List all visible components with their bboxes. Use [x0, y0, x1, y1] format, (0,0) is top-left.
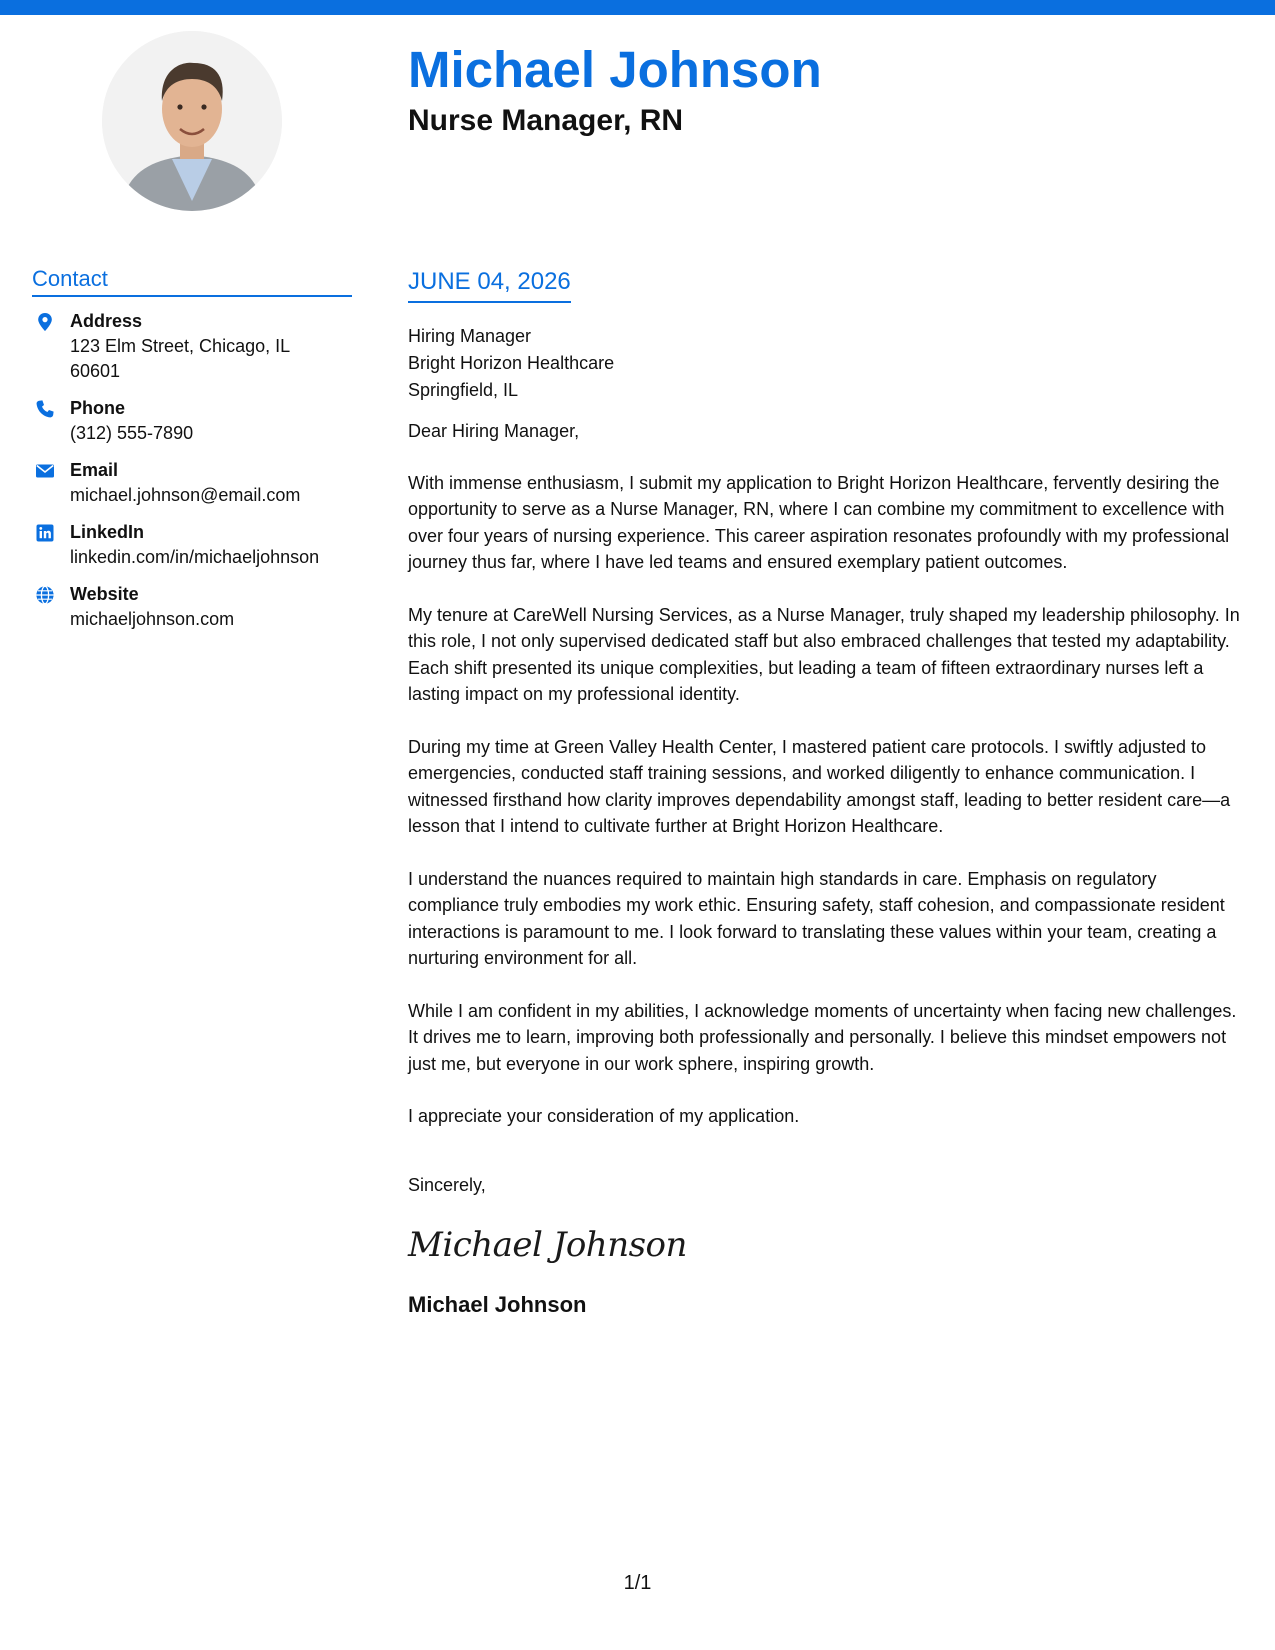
phone-icon — [35, 399, 55, 419]
closing: Sincerely, — [408, 1174, 486, 1195]
map-pin-icon — [35, 312, 55, 332]
contact-item-linkedin — [32, 520, 352, 570]
recipient-line: Hiring Manager — [408, 325, 532, 346]
top-accent-bar — [0, 0, 1275, 15]
contact-sidebar — [32, 266, 352, 644]
letter-paragraph: While I am confident in my abilities, I acknowledge moments of uncertainty when facing new challenges. It drives me to learn, improving both professionally and personally. I believe this mindset empowers not just me, but everyone in our work sphere, inspiring growth. — [408, 1000, 1237, 1074]
letter-paragraphs — [408, 470, 1251, 1130]
envelope-icon — [35, 461, 55, 481]
contact-item-phone — [32, 396, 352, 446]
contact-heading: Contact — [32, 266, 352, 297]
letter-paragraph: During my time at Green Valley Health Center, I mastered patient care protocols. I swiftly adjusted to emergencies, conducted staff training sessions, and worked diligently to enhance communication. I witnessed firsthand how clarity improves dependability amongst staff, leading to better resident care—a lesson that I intend to cultivate further at Bright Horizon Healthcare. — [408, 736, 1231, 837]
recipient-line: Bright Horizon Healthcare — [408, 352, 615, 373]
page-indicator: 1/1 — [623, 1572, 652, 1594]
email-value: michael.johnson@email.com — [70, 485, 301, 506]
email-label: Email — [70, 460, 119, 481]
letter-paragraph: With immense enthusiasm, I submit my application to Bright Horizon Healthcare, fervently desiring the opportunity to serve as a Nurse Manager, RN, where I can combine my commitment to excellence with over four years of nursing experience. This career aspiration resonates profoundly with my professional journey thus far, where I have led teams and ensured exemplary patient outcomes. — [408, 472, 1230, 573]
address-line-2: 60601 — [70, 361, 121, 382]
applicant-name: Michael Johnson — [408, 41, 822, 98]
letter-paragraph: My tenure at CareWell Nursing Services, as a Nurse Manager, truly shaped my leadership philosophy. In this role, I not only supervised dedicated staff but also embraced challenges that tested my adaptability. Each shift presented its unique complexities, but leading a team of fifteen extraordinary nurses left a lasting impact on my professional identity. — [408, 604, 1240, 705]
address-label: Address — [70, 311, 143, 332]
letter-paragraph: I understand the nuances required to maintain high standards in care. Emphasis on regulatory compliance truly embodies my work ethic. Ensuring safety, staff cohesion, and compassionate resident interactions is paramount to me. I look forward to translating these values within your team, creating a nurturing environment for all. — [408, 868, 1225, 969]
applicant-title: Nurse Manager, RN — [408, 104, 684, 137]
website-label: Website — [70, 584, 139, 605]
phone-label: Phone — [70, 398, 126, 419]
salutation: Dear Hiring Manager, — [408, 420, 580, 441]
linkedin-label: LinkedIn — [70, 522, 145, 543]
letter-date: JUNE 04, 2026 — [408, 268, 571, 303]
recipient-block — [408, 323, 1251, 404]
contact-item-email — [32, 458, 352, 508]
contact-item-address — [32, 309, 352, 384]
globe-icon — [35, 585, 55, 605]
linkedin-icon — [35, 523, 55, 543]
linkedin-value: linkedin.com/in/michaeljohnson — [70, 547, 320, 568]
handwritten-signature: Michael Johnson — [408, 1224, 687, 1265]
profile-photo — [102, 31, 282, 211]
address-line-1: 123 Elm Street, Chicago, IL — [70, 336, 291, 357]
phone-value: (312) 555-7890 — [70, 423, 194, 444]
signer-name: Michael Johnson — [408, 1291, 587, 1317]
recipient-line: Springfield, IL — [408, 379, 519, 400]
letter-paragraph: I appreciate your consideration of my application. — [408, 1106, 800, 1127]
website-value: michaeljohnson.com — [70, 609, 235, 630]
contact-item-website — [32, 582, 352, 632]
letter-body — [408, 268, 1251, 1318]
